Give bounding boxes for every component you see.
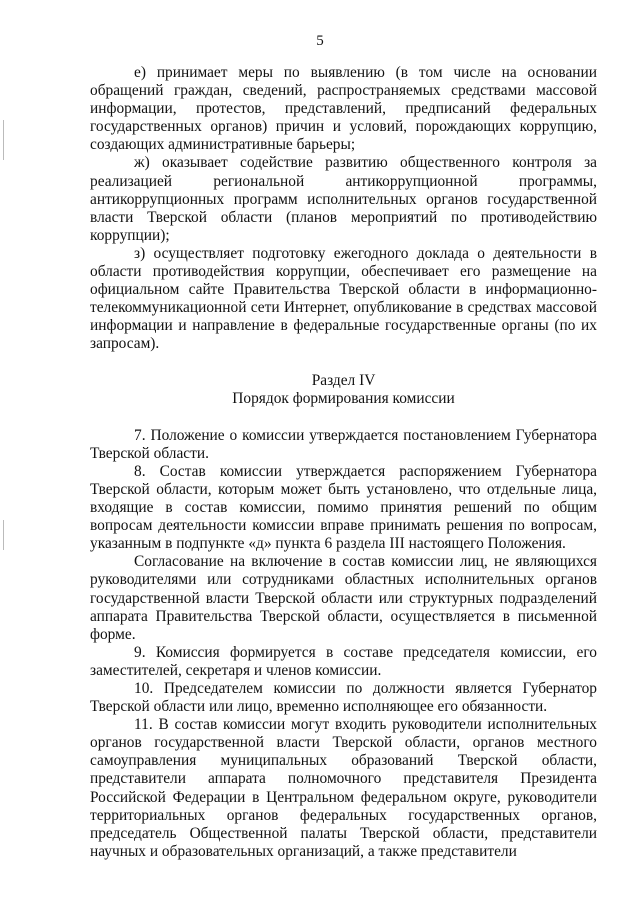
paragraph-8-approval: Согласование на включение в состав комиссии лиц, не являющихся руководителями или сотрудниками областных исполнительных органов государственной власти Тверской области или структурных подразделений аппарата Правительства Тверской области, осуществляется в письменной форме. [90,553,597,643]
paragraph-item-z: з) осуществляет подготовку ежегодного доклада о деятельности в области противодействия коррупции, обеспечивает его размещение на официальном сайте Правительства Тверской области в информационно-телекоммуникационной сети Интернет, опубликование в средствах массовой информации и направление в федеральные государственные органы (по их запросам). [90,244,597,353]
paragraph-10: 10. Председателем комиссии по должности является Губернатор Тверской области или лицо, временно исполняющее его обязанности. [90,680,597,716]
paragraph-7: 7. Положение о комиссии утверждается постановлением Губернатора Тверской области. [90,426,597,462]
document-body [90,64,597,861]
paragraph-9: 9. Комиссия формируется в составе председателя комиссии, его заместителей, секретаря и членов комиссии. [90,643,597,679]
spacer [90,354,597,372]
paragraph-11: 11. В состав комиссии могут входить руководители исполнительных органов государственной власти Тверской области, органов местного самоуправления муниципальных образований Тверской области, представители аппарата полномочного представителя Президента Российской Федерации в Центральном федеральном округе, руководители территориальных органов федеральных государственных органов, председатель Общественной палаты Тверской области, представители научных и образовательных организаций, а также представители [90,716,597,860]
paragraph-8: 8. Состав комиссии утверждается распоряжением Губернатора Тверской области, которым может быть установлено, что отдельные лица, входящие в состав комиссии, помимо принятия решений по общим вопросам деятельности комиссии вправе принимать решения по вопросам, указанным в подпункте «д» пункта 6 раздела III настоящего Положения. [90,462,597,553]
paragraph-item-e: е) принимает меры по выявлению (в том числе на основании обращений граждан, сведений, распространяемых средствами массовой информации, протестов, представлений, предписаний федеральных государственных органов) причин и условий, порождающих коррупцию, создающих административные барьеры; [90,64,597,154]
paragraph-item-zh: ж) оказывает содействие развитию общественного контроля за реализацией региональной антикоррупционной программы, антикоррупционных программ исполнительных органов государственной власти Тверской области (планов мероприятий по противодействию коррупции); [90,154,597,244]
scan-edge-mark [3,120,4,160]
section-title: Порядок формирования комиссии [232,389,455,407]
spacer [90,408,597,427]
page-number: 5 [316,33,324,49]
scan-edge-mark [3,520,4,550]
section-number: Раздел IV [311,371,376,389]
